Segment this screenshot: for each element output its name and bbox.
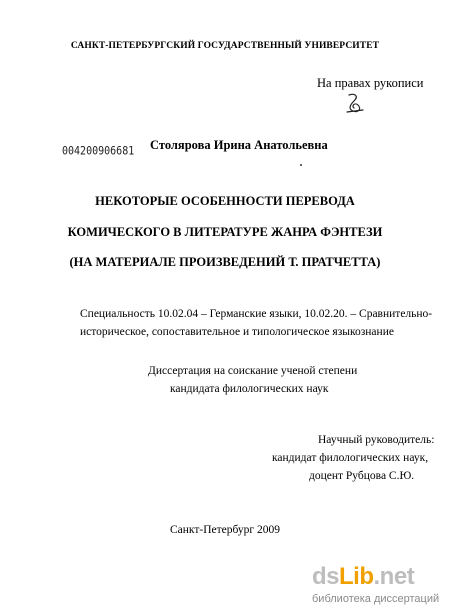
dissertation-line-2: кандидата филологических наук <box>170 383 329 395</box>
supervisor-label: Научный руководитель: <box>318 434 435 446</box>
watermark-subtitle: библиотека диссертаций <box>312 593 440 605</box>
title-line-3: (НА МАТЕРИАЛЕ ПРОИЗВЕДЕНИЙ Т. ПРАТЧЕТТА) <box>69 255 381 269</box>
dslib-logo <box>312 563 414 591</box>
author-name: Столярова Ирина Анатольевна <box>150 138 328 152</box>
logo-ds: ds <box>312 563 340 590</box>
dissertation-line-1: Диссертация на соискание ученой степени <box>148 365 358 377</box>
title-line-1: НЕКОТОРЫЕ ОСОБЕННОСТИ ПЕРЕВОДА <box>95 194 355 208</box>
logo-lib: Lib <box>339 563 374 590</box>
supervisor-degree: кандидат филологических наук, <box>272 452 429 464</box>
scan-speck <box>300 164 302 166</box>
specialty-line-2: историческое, сопоставительное и типологическое языкознание <box>80 326 394 338</box>
logo-net: .net <box>373 563 415 590</box>
manuscript-rights-note: На правах рукописи <box>317 76 424 90</box>
university-name: САНКТ-ПЕТЕРБУРГСКИЙ ГОСУДАРСТВЕННЫЙ УНИВЕРСИТЕТ <box>70 41 380 51</box>
dslib-watermark[interactable] <box>312 563 450 610</box>
handwritten-signature <box>345 92 365 114</box>
supervisor-name: доцент Рубцова С.Ю. <box>309 470 415 482</box>
specialty-line-1: Специальность 10.02.04 – Германские языки, 10.02.20. – Сравнительно- <box>80 308 433 320</box>
title-line-2: КОМИЧЕСКОГО В ЛИТЕРАТУРЕ ЖАНРА ФЭНТЕЗИ <box>67 225 383 239</box>
archive-stamp-number: 004200906681 <box>62 145 135 158</box>
city-year: Санкт-Петербург 2009 <box>169 524 280 536</box>
